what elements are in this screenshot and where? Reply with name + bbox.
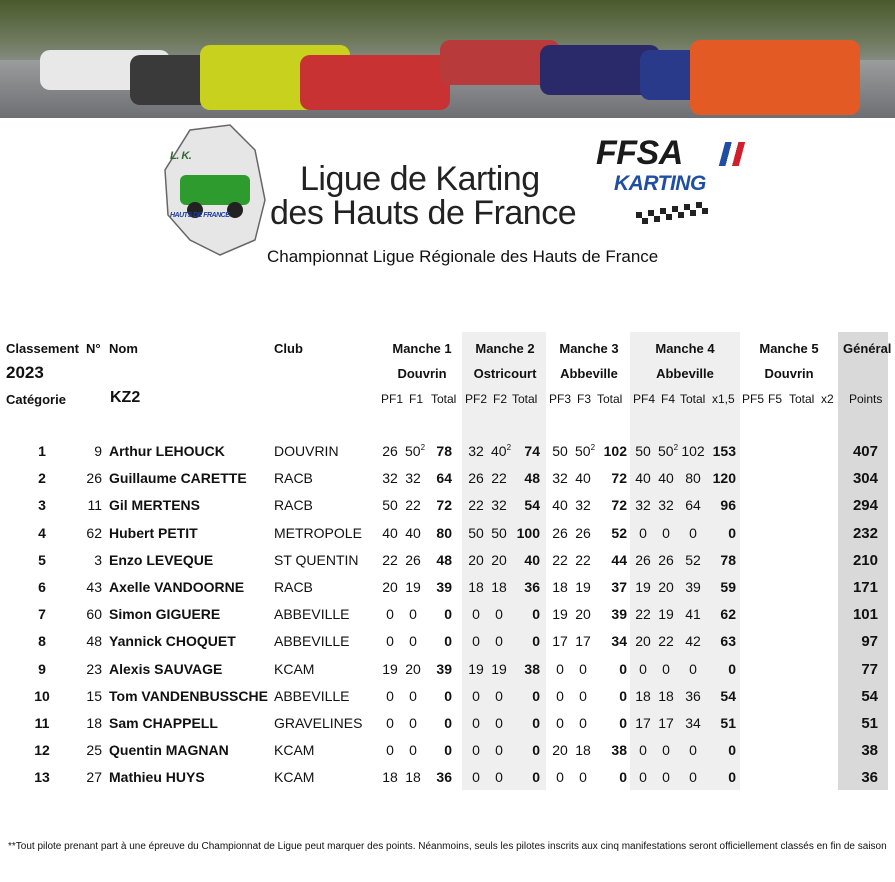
cell-m4-2: 0 [689, 660, 697, 677]
col-header-points: Points [849, 392, 883, 406]
cell-m4-0: 0 [639, 742, 647, 759]
cell-m4-2: 64 [685, 497, 701, 514]
subcol-pf2: PF2 [465, 392, 488, 406]
cell-m2-0: 22 [468, 497, 484, 514]
cell-m1-2: 48 [436, 551, 452, 568]
cell-m2-1: 22 [491, 470, 507, 487]
cell-no: 3 [94, 551, 102, 568]
cell-m2-1: 0 [495, 606, 503, 623]
cell-m4-2: 41 [685, 606, 701, 623]
cell-name: Sam CHAPPELL [109, 715, 218, 731]
cell-m4-0: 0 [639, 660, 647, 677]
cell-no: 27 [86, 769, 102, 786]
kart-image [300, 55, 450, 110]
cell-club: GRAVELINES [274, 715, 363, 731]
cell-m2-2: 0 [532, 742, 540, 759]
cell-rank: 10 [34, 687, 50, 704]
cell-m1-0: 0 [386, 687, 394, 704]
cell-m3-0: 26 [552, 524, 568, 541]
col-header-no: N° [86, 341, 101, 356]
cell-m1-1: $50^2$ [405, 443, 426, 459]
cell-total: 232 [852, 524, 878, 542]
cell-club: ABBEVILLE [274, 606, 350, 623]
cell-m4-1: 40 [658, 470, 674, 487]
cell-no: 43 [86, 579, 102, 595]
cell-m3-2: 0 [619, 687, 627, 704]
manche-1-place: Douvrin [397, 366, 447, 381]
cell-name: Arthur LEHOUCK [109, 443, 225, 459]
cell-m1-1: 0 [409, 687, 417, 704]
cell-m1-2: 72 [436, 497, 452, 514]
col-header-classement: Classement [6, 341, 79, 356]
cell-m4-0: 50 [635, 443, 651, 459]
cell-m3-2: 102 [603, 443, 627, 459]
cell-m2-1: 0 [495, 742, 503, 759]
subcol-f2: F2 [493, 392, 508, 406]
year-label: 2023 [6, 363, 44, 382]
cell-m2-1: 18 [491, 579, 507, 595]
cell-m3-1: 26 [575, 524, 591, 541]
cell-total: 171 [852, 579, 878, 596]
cell-m1-2: 0 [444, 606, 452, 623]
cell-m4-3: 96 [720, 497, 736, 514]
cell-m2-0: 0 [472, 687, 480, 704]
cell-m4-3: 54 [720, 687, 736, 704]
cell-m1-0: 0 [386, 715, 394, 731]
subcol-x15: x1,5 [712, 392, 735, 406]
cell-m3-2: 0 [619, 660, 627, 677]
cell-m1-2: 36 [436, 769, 452, 786]
cell-m3-0: 20 [552, 742, 568, 759]
cell-m2-0: 19 [468, 660, 484, 677]
cell-m1-2: 39 [436, 660, 452, 677]
cell-m3-2: 34 [611, 633, 627, 650]
cell-m4-0: 40 [635, 470, 651, 487]
cell-m4-1: 32 [658, 497, 674, 514]
cell-m4-2: 36 [685, 687, 701, 704]
cell-m2-1: 32 [491, 497, 507, 514]
manche-5-place: Douvrin [764, 366, 814, 381]
cell-m2-2: 74 [524, 443, 540, 459]
subcol-pf5: PF5 [742, 392, 765, 406]
cell-name: Gil MERTENS [109, 497, 201, 514]
manche-1-label: Manche 1 [392, 341, 452, 356]
manche-3-label: Manche 3 [559, 341, 619, 356]
subcol-pf1: PF1 [381, 392, 404, 406]
kart-image [690, 40, 860, 115]
cell-m1-2: 80 [436, 524, 452, 541]
cell-m4-3: 0 [728, 742, 736, 759]
cell-m1-0: 18 [382, 769, 398, 786]
cell-m1-0: 0 [386, 606, 394, 623]
championship-subtitle: Championnat Ligue Régionale des Hauts de France [267, 247, 659, 266]
cell-m1-1: 18 [405, 769, 421, 786]
cell-m2-0: 20 [468, 551, 484, 568]
cell-m1-0: 40 [382, 524, 398, 541]
cell-rank: 12 [34, 742, 50, 759]
cell-m1-1: 19 [405, 579, 421, 595]
cell-m2-1: 20 [491, 551, 507, 568]
cell-m1-1: 0 [409, 715, 417, 731]
cell-m3-0: 32 [552, 470, 568, 487]
cell-m2-0: 50 [468, 524, 484, 541]
cell-m2-2: 0 [532, 633, 540, 650]
cell-club: ABBEVILLE [274, 633, 350, 650]
cell-total: 77 [861, 660, 878, 678]
cell-total: 97 [861, 633, 878, 651]
cell-m3-0: 0 [556, 715, 564, 731]
subcol-f1: F1 [409, 392, 424, 406]
cell-rank: 11 [34, 715, 50, 731]
cell-m2-2: 40 [524, 551, 540, 568]
logo-lk-text: L. K. [170, 150, 192, 162]
cell-m1-0: 32 [382, 470, 398, 487]
cell-rank: 4 [38, 524, 46, 541]
cell-no: 26 [86, 470, 102, 487]
superscript-marker: 2 [420, 443, 426, 452]
cell-m4-0: 17 [635, 715, 651, 731]
cell-m1-1: 0 [409, 606, 417, 623]
cell-total: 407 [852, 443, 878, 460]
subcol-total4: Total [680, 392, 706, 406]
cell-no: 60 [86, 606, 102, 623]
cell-club: KCAM [274, 742, 315, 759]
checkered-flag-icon [636, 200, 716, 224]
cell-m4-3: 0 [728, 769, 736, 786]
cell-m4-1: 20 [658, 579, 674, 595]
superscript-marker: 2 [673, 443, 679, 452]
cell-m3-1: 17 [575, 633, 591, 650]
cell-m1-2: 0 [444, 687, 452, 704]
cell-m4-3: 51 [720, 715, 736, 731]
cell-club: RACB [274, 579, 313, 595]
cell-m4-0: 32 [635, 497, 651, 514]
cell-total: 101 [852, 606, 878, 624]
cell-m4-2: 0 [689, 742, 697, 759]
cell-m2-0: 18 [468, 579, 484, 595]
cell-m3-2: 72 [611, 470, 627, 487]
cell-club: ST QUENTIN [274, 551, 359, 568]
subcol-pf3: PF3 [549, 392, 572, 406]
league-title-line1: Ligue de Karting [300, 160, 540, 198]
cell-m3-1: 20 [575, 606, 591, 623]
cell-m3-2: 52 [611, 524, 627, 541]
cell-total: 294 [852, 497, 878, 515]
cell-m1-2: 64 [436, 470, 452, 487]
cell-m4-1: 0 [662, 660, 670, 677]
cell-m4-1: 0 [662, 524, 670, 541]
subcol-pf4: PF4 [633, 392, 656, 406]
cell-m3-1: 0 [579, 687, 587, 704]
cell-m1-1: 0 [409, 633, 417, 650]
cell-m4-3: 0 [728, 660, 736, 677]
cell-m4-2: 52 [685, 551, 701, 568]
cell-rank: 5 [38, 551, 46, 568]
cell-m2-1: $40^2$ [491, 443, 512, 459]
cell-m1-2: 0 [444, 742, 452, 759]
cell-m1-0: 20 [382, 579, 398, 595]
cell-m2-0: 32 [468, 443, 484, 459]
footnote: **Tout pilote prenant part à une épreuve du Championnat de Ligue peut marquer des points. Néanmoins, seuls les pilotes inscrits aux cinq manifestations seront officiellement classés en fin de saison [8, 841, 887, 852]
subcol-f4: F4 [661, 392, 676, 406]
cell-m3-0: 0 [556, 687, 564, 704]
cell-m2-2: 38 [524, 660, 540, 677]
cell-m4-3: 62 [720, 606, 736, 623]
cell-m2-0: 0 [472, 633, 480, 650]
cell-name: Guillaume CARETTE [109, 470, 247, 487]
cell-m4-0: 19 [635, 579, 651, 595]
cell-m3-0: 0 [556, 660, 564, 677]
cell-total: 54 [861, 687, 878, 705]
cell-m3-0: 50 [552, 443, 568, 459]
cell-m2-2: 36 [524, 579, 540, 595]
cell-m4-3: 153 [712, 443, 736, 459]
cell-total: 51 [861, 715, 878, 732]
cell-m3-1: 22 [575, 551, 591, 568]
cell-m4-2: 102 [681, 443, 705, 459]
cell-m1-2: 0 [444, 715, 452, 731]
cell-name: Tom VANDENBUSSCHE [109, 687, 268, 704]
cell-no: 18 [86, 715, 102, 731]
cell-club: ABBEVILLE [274, 687, 350, 704]
cell-m2-0: 0 [472, 606, 480, 623]
cell-club: RACB [274, 470, 313, 487]
cell-name: Enzo LEVEQUE [109, 551, 214, 568]
cell-m3-1: $50^2$ [575, 443, 596, 459]
cell-m4-0: 0 [639, 524, 647, 541]
cell-m3-1: 32 [575, 497, 591, 514]
banner-photo [0, 0, 895, 118]
subcol-total2: Total [512, 392, 538, 406]
league-logo-icon [160, 120, 270, 260]
cell-m3-0: 17 [552, 633, 568, 650]
cell-m3-1: 19 [575, 579, 591, 595]
cell-m1-2: 39 [436, 579, 452, 595]
cell-m4-1: 26 [658, 551, 674, 568]
ffsa-logo: FFSA [596, 134, 683, 172]
cell-m4-0: 18 [635, 687, 651, 704]
manche-2-label: Manche 2 [475, 341, 535, 356]
cell-m3-2: 38 [611, 742, 627, 759]
cell-club: KCAM [274, 769, 315, 786]
cell-m2-2: 0 [532, 687, 540, 704]
cell-m2-1: 0 [495, 715, 503, 731]
logo-hdf-text: HAUTS DE FRANCE [170, 212, 230, 219]
col-header-nom: Nom [109, 341, 138, 356]
cell-m4-2: 0 [689, 524, 697, 541]
cell-m1-0: 0 [386, 742, 394, 759]
cell-no: 23 [86, 660, 102, 677]
cell-m1-1: 26 [405, 551, 421, 568]
cell-club: DOUVRIN [274, 443, 339, 459]
cell-m4-1: 0 [662, 769, 670, 786]
cell-total: 304 [852, 470, 878, 488]
cell-m4-2: 80 [685, 470, 701, 487]
cell-m3-1: 18 [575, 742, 591, 759]
cell-no: 9 [94, 443, 102, 459]
cell-total: 210 [852, 551, 878, 569]
cell-m4-3: 78 [720, 551, 736, 568]
cell-m3-1: 0 [579, 660, 587, 677]
col-header-club: Club [274, 341, 303, 356]
cell-m3-1: 0 [579, 715, 587, 731]
cell-m1-1: 22 [405, 497, 421, 514]
cell-no: 62 [86, 524, 102, 541]
cell-m4-1: 22 [658, 633, 674, 650]
category-value: KZ2 [110, 389, 141, 406]
cell-club: METROPOLE [274, 524, 362, 541]
manche-3-place: Abbeville [560, 366, 618, 381]
cell-m2-0: 0 [472, 715, 480, 731]
cell-m4-1: 17 [658, 715, 674, 731]
subcol-total3: Total [597, 392, 623, 406]
cell-rank: 1 [38, 443, 46, 459]
cell-m2-0: 0 [472, 769, 480, 786]
cell-m1-1: 0 [409, 742, 417, 759]
cell-m1-0: 19 [382, 660, 398, 677]
superscript-marker: 2 [590, 443, 596, 452]
cell-m4-3: 0 [728, 524, 736, 541]
cell-m1-1: 40 [405, 524, 421, 541]
subcol-x2: x2 [821, 392, 834, 406]
cell-m4-0: 20 [635, 633, 651, 650]
cell-m4-0: 26 [635, 551, 651, 568]
cell-m4-2: 0 [689, 769, 697, 786]
cell-rank: 2 [38, 470, 46, 487]
cell-m4-2: 42 [685, 633, 701, 650]
cell-m3-0: 22 [552, 551, 568, 568]
cell-m3-1: 0 [579, 769, 587, 786]
cell-m2-2: 100 [516, 524, 540, 541]
cell-m3-0: 40 [552, 497, 568, 514]
cell-m1-2: 0 [444, 633, 452, 650]
cell-no: 48 [86, 633, 102, 650]
cell-m1-0: 22 [382, 551, 398, 568]
cell-m3-2: 37 [611, 579, 627, 595]
cell-m3-2: 39 [611, 606, 627, 623]
cell-m4-0: 0 [639, 769, 647, 786]
subcol-total1: Total [431, 392, 457, 406]
subcol-f3: F3 [577, 392, 592, 406]
cell-m3-0: 0 [556, 769, 564, 786]
league-title-line2: des Hauts de France [270, 194, 577, 232]
cell-m2-2: 48 [524, 470, 540, 487]
manche-2-place: Ostricourt [473, 366, 537, 381]
cell-rank: 9 [38, 660, 46, 677]
cell-m3-2: 0 [619, 715, 627, 731]
cell-m2-0: 0 [472, 742, 480, 759]
cell-name: Mathieu HUYS [109, 769, 205, 786]
cell-rank: 13 [34, 769, 50, 786]
cell-m4-1: $50^2$ [658, 443, 679, 459]
cell-m2-1: 50 [491, 524, 507, 541]
cell-rank: 7 [38, 606, 46, 623]
cell-name: Axelle VANDOORNE [109, 579, 245, 595]
col-header-categorie: Catégorie [6, 392, 66, 407]
cell-m3-2: 0 [619, 769, 627, 786]
superscript-marker: 2 [506, 443, 512, 452]
cell-m3-1: 40 [575, 470, 591, 487]
cell-club: KCAM [274, 660, 315, 677]
cell-m2-2: 0 [532, 715, 540, 731]
cell-m4-3: 63 [720, 633, 736, 650]
cell-m3-0: 19 [552, 606, 568, 623]
cell-m1-1: 32 [405, 470, 421, 487]
cell-m2-1: 19 [491, 660, 507, 677]
cell-name: Quentin MAGNAN [109, 742, 229, 759]
cell-name: Alexis SAUVAGE [109, 660, 223, 677]
cell-m1-1: 20 [405, 660, 421, 677]
cell-m4-2: 39 [685, 579, 701, 595]
cell-m2-1: 0 [495, 633, 503, 650]
cell-club: RACB [274, 497, 313, 514]
cell-no: 25 [86, 742, 102, 759]
subcol-f5: F5 [768, 392, 783, 406]
cell-m1-0: 50 [382, 497, 398, 514]
cell-m2-1: 0 [495, 687, 503, 704]
cell-rank: 3 [38, 497, 46, 514]
manche-4-place: Abbeville [656, 366, 714, 381]
col-header-general: Général [843, 341, 892, 356]
cell-m1-2: 78 [436, 443, 452, 459]
cell-m3-2: 44 [611, 551, 627, 568]
cell-no: 11 [87, 497, 102, 514]
manche-4-label: Manche 4 [655, 341, 715, 356]
cell-m3-0: 18 [552, 579, 568, 595]
cell-m2-2: 0 [532, 769, 540, 786]
cell-m4-1: 19 [658, 606, 674, 623]
cell-m1-0: 26 [382, 443, 398, 459]
ffsa-flag-icon [719, 142, 745, 166]
cell-m4-3: 59 [720, 579, 736, 595]
cell-m2-1: 0 [495, 769, 503, 786]
subcol-total5: Total [789, 392, 815, 406]
cell-no: 15 [86, 687, 102, 704]
cell-name: Hubert PETIT [109, 524, 198, 541]
cell-m4-3: 120 [712, 470, 736, 487]
ffsa-karting-text: KARTING [614, 172, 706, 195]
cell-m2-2: 54 [524, 497, 540, 514]
cell-name: Yannick CHOQUET [109, 633, 236, 650]
cell-m4-1: 18 [658, 687, 674, 704]
cell-m2-0: 26 [468, 470, 484, 487]
manche-5-label: Manche 5 [759, 341, 819, 356]
cell-m4-2: 34 [685, 715, 701, 731]
cell-total: 36 [861, 769, 878, 787]
cell-m2-2: 0 [532, 606, 540, 623]
cell-m4-0: 22 [635, 606, 651, 623]
cell-rank: 8 [38, 633, 46, 650]
cell-m3-2: 72 [611, 497, 627, 514]
cell-total: 38 [861, 742, 878, 760]
cell-m4-1: 0 [662, 742, 670, 759]
cell-name: Simon GIGUERE [109, 606, 221, 623]
cell-rank: 6 [38, 579, 46, 595]
cell-m1-0: 0 [386, 633, 394, 650]
